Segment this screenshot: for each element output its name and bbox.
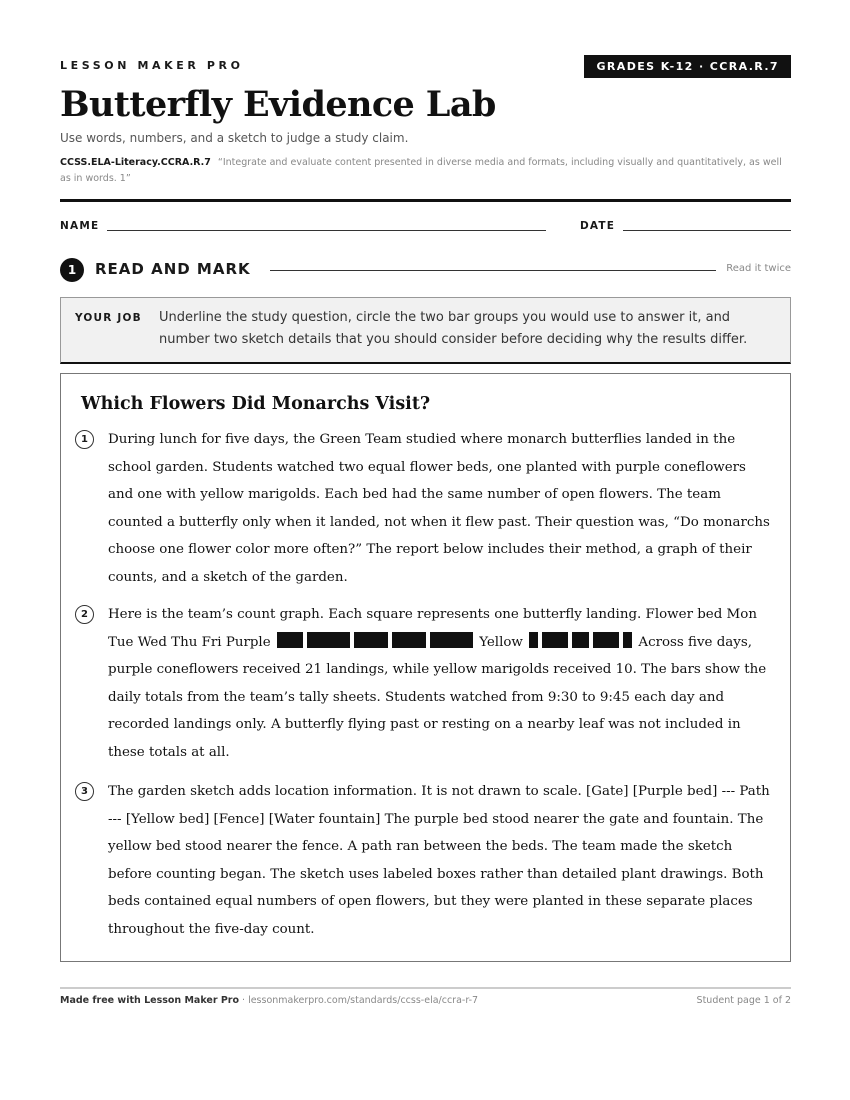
purple-bar-group [275,635,475,650]
job-label: YOUR JOB [75,312,142,324]
your-job-box [60,297,791,364]
passage-title: Which Flowers Did Monarchs Visit? [81,394,431,414]
date-label: DATE [580,220,616,232]
job-instructions: Underline the study question, circle the two bar groups you would use to answer it, and number two sketch details that you should consider before deciding why the results differ. [159,310,748,347]
brand-name: LESSON MAKER PRO [60,59,244,72]
purple-bar-tue [307,632,350,648]
section-note: Read it twice [726,263,791,274]
purple-bar-thu [392,632,426,648]
paragraph-2 [108,601,771,767]
paragraph-1: During lunch for five days, the Green Team studied where monarch butterflies landed in the school garden. Students watched two equal flower beds, one planted with purple coneflowers and one with yellow marigolds. Each bed had the same number of open flowers. The team counted a butterfly only when it landed, not when it flew past. Their question was, “Do monarchs choose one flower color more often?” The report below includes their method, a graph of their counts, and a sketch of the garden. [108,432,770,585]
footer-divider [60,987,791,989]
purple-bar-wed [354,632,388,648]
header-divider [60,199,791,202]
name-label: NAME [60,220,100,232]
paragraph-number: 2 [75,605,94,624]
yellow-label: Yellow [479,634,523,650]
page-number: Student page 1 of 2 [696,995,791,1006]
header-bar [60,55,791,79]
name-field[interactable] [107,230,546,231]
yellow-bar-fri [623,632,632,648]
section-header [60,258,791,282]
purple-bar-fri [430,632,473,648]
purple-bar-mon [277,632,303,648]
yellow-bar-mon [529,632,538,648]
page-title: Butterfly Evidence Lab [60,84,496,125]
name-date-row [60,219,791,235]
paragraph-2-intro: Here is the team’s count graph. Each square represents one butterfly landing. Flower bed Mon Tue Wed Thu Fri Purple [108,607,757,650]
footer-credit [60,995,478,1006]
section-number-badge: 1 [60,258,84,282]
standard-text: “Integrate and evaluate content presented in diverse media and formats, including visually and quantitatively, as well as in words. 1” [60,157,782,184]
paragraph-3: The garden sketch adds location information. It is not drawn to scale. [Gate] [Purple bed] --- Path --- [Yellow bed] [Fence] [Water fountain] The purple bed stood nearer the gate and fountain. The yellow bed stood nearer the fence. A path ran between the beds. The team made the sketch before counting began. The sketch uses labeled boxes rather than detailed plant drawings. Both beds contained equal numbers of open flowers, but they were planted in these separate places throughout the five-day count. [108,784,770,937]
yellow-bar-thu [593,632,619,648]
date-field[interactable] [623,230,791,231]
section-rule [270,270,716,271]
paragraph-number: 1 [75,430,94,449]
reading-passage [60,373,791,962]
paragraph-number: 3 [75,782,94,801]
footer-made-with: Made free with Lesson Maker Pro [60,995,240,1006]
standard-code: CCSS.ELA-Literacy.CCRA.R.7 [60,157,211,168]
yellow-bar-group [527,635,634,650]
section-title: READ AND MARK [95,260,251,278]
yellow-bar-wed [572,632,589,648]
standard-statement [60,155,791,187]
footer-url[interactable]: · lessonmakerpro.com/standards/ccss-ela/ccra-r-7 [239,995,479,1006]
yellow-bar-tue [542,632,568,648]
page-subtitle: Use words, numbers, and a sketch to judge a study claim. [60,131,409,145]
paragraph-2-text: Across five days, purple coneflowers received 21 landings, while yellow marigolds received 10. The bars show the daily totals from the team’s tally sheets. Students watched from 9:30 to 9:45 each day and recorded landings only. A butterfly flying past or resting on a nearby leaf was not included in these totals at all. [108,634,767,760]
grade-badge: GRADES K-12 · CCRA.R.7 [584,55,791,78]
